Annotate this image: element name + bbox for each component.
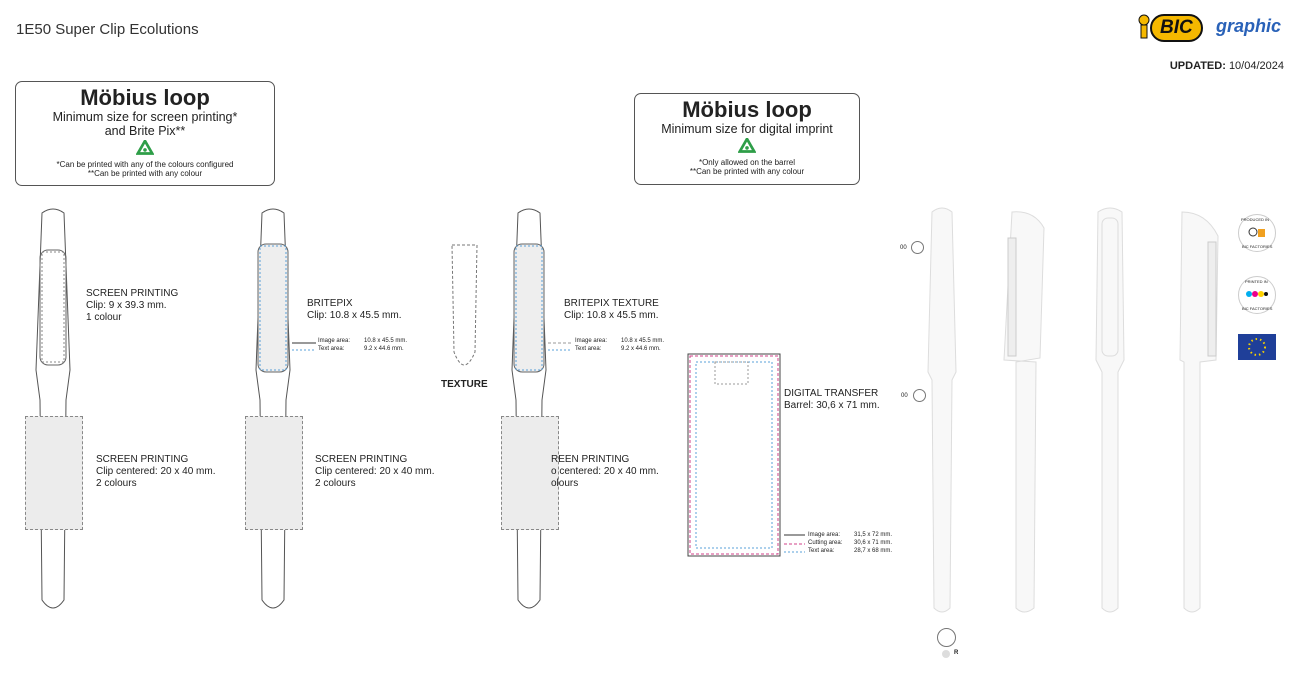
barrel-colours: 2 colours	[96, 478, 137, 489]
barrel-title: REEN PRINTING	[551, 454, 630, 465]
barrel-colours: olours	[551, 478, 579, 489]
bic-wordmark: BIC	[1150, 14, 1203, 42]
produced-in-bic-factories-badge	[1238, 214, 1276, 252]
pen-render-side	[1004, 212, 1044, 612]
barrel-title: SCREEN PRINTING	[315, 454, 408, 465]
pen-1-outline	[36, 209, 70, 608]
swatch-2-circle[interactable]	[913, 389, 926, 402]
pen-3-outline	[512, 209, 572, 608]
pen-1-barrel-print-area	[25, 416, 83, 530]
mobius-note-2: **Can be printed with any colour	[87, 169, 203, 178]
clip-title: SCREEN PRINTING	[86, 288, 179, 299]
cutting-area-label: Cutting area:	[808, 540, 843, 546]
mobius-subtitle-1: Minimum size for screen printing*	[52, 110, 238, 124]
swatch-1-label: 00	[900, 245, 907, 251]
updated-value: 10/04/2024	[1228, 60, 1284, 72]
mobius-subtitle-2: and Brite Pix**	[104, 124, 186, 138]
cutting-area-value: 30,6 x 71 mm.	[854, 540, 893, 546]
clip-title: BRITEPIX TEXTURE	[564, 298, 659, 309]
refill-r-label: R	[954, 650, 959, 656]
pen-render-side-2	[1180, 212, 1218, 612]
image-area-value: 31,5 x 72 mm.	[854, 532, 893, 538]
digital-size: Barrel: 30,6 x 71 mm.	[784, 400, 880, 411]
image-area-value: 10.8 x 45.5 mm.	[621, 338, 665, 344]
badge-text: BIC FACTORIES	[1242, 306, 1273, 311]
text-area-label: Text area:	[808, 548, 835, 554]
mobius-note-2: **Can be printed with any colour	[689, 167, 805, 176]
clip-colours: 1 colour	[86, 312, 122, 323]
clip-size: Clip: 10.8 x 45.5 mm.	[307, 310, 402, 321]
clip-title: BRITEPIX	[307, 298, 353, 309]
digital-transfer-label	[784, 388, 880, 412]
pen-2-clip-label	[307, 298, 401, 322]
badge-text: BIC FACTORIES	[1242, 244, 1273, 249]
text-area-value: 28,7 x 68 mm.	[854, 548, 893, 554]
refill-icon	[937, 628, 956, 647]
digital-areas	[808, 531, 892, 555]
mobius-title: Möbius loop	[80, 85, 210, 110]
pen-render-front	[928, 208, 956, 612]
gears-factory-icon	[1248, 225, 1266, 239]
mobius-note-1: *Only allowed on the barrel	[698, 158, 796, 167]
swatch-1-circle[interactable]	[911, 241, 924, 254]
text-area-label: Text area:	[318, 346, 345, 352]
text-area-value: 9.2 x 44.6 mm.	[364, 346, 404, 352]
text-area-label: Text area:	[575, 346, 602, 352]
pen-3-barrel-label	[551, 454, 659, 490]
barrel-colours: 2 colours	[315, 478, 356, 489]
updated-label: UPDATED:	[1169, 60, 1226, 72]
pen-1-barrel-label	[96, 454, 216, 490]
image-area-value: 10.8 x 45.5 mm.	[364, 338, 408, 344]
image-area-label: Image area:	[575, 338, 608, 344]
digital-transfer-area	[688, 354, 805, 556]
barrel-size: o centered: 20 x 40 mm.	[551, 466, 659, 477]
mobius-subtitle-1: Minimum size for digital imprint	[661, 122, 833, 136]
eu-flag-icon	[1238, 334, 1276, 360]
ink-drops-icon	[1246, 287, 1268, 301]
page-title: 1E50 Super Clip Ecolutions	[16, 21, 199, 38]
pen-2-barrel-print-area	[245, 416, 303, 530]
refill-dot	[942, 650, 950, 658]
texture-outline	[452, 245, 477, 365]
mobius-title: Möbius loop	[682, 97, 812, 122]
swatch-2-label: 00	[901, 393, 908, 399]
printed-in-bic-factories-badge	[1238, 276, 1276, 314]
mobius-note-1: *Can be printed with any of the colours configured	[56, 160, 234, 169]
clip-size: Clip: 9 x 39.3 mm.	[86, 300, 167, 311]
barrel-size: Clip centered: 20 x 40 mm.	[315, 466, 435, 477]
graphic-wordmark: graphic	[1216, 16, 1282, 36]
barrel-title: SCREEN PRINTING	[96, 454, 189, 465]
image-area-label: Image area:	[808, 532, 841, 538]
pen-3-clip-label	[564, 298, 659, 322]
pen-2-barrel-label	[315, 454, 435, 490]
eu-stars-icon	[1238, 334, 1276, 360]
pen-3-areas	[575, 337, 664, 353]
pen-render-back	[1096, 208, 1124, 612]
pen-2-outline	[256, 209, 316, 608]
badge-text: PRINTED IN	[1245, 279, 1268, 284]
clip-size: Clip: 10.8 x 45.5 mm.	[564, 310, 659, 321]
badge-text: PRODUCED IN	[1241, 217, 1270, 222]
digital-title: DIGITAL TRANSFER	[784, 388, 879, 399]
text-area-value: 9.2 x 44.6 mm.	[621, 346, 661, 352]
image-area-label: Image area:	[318, 338, 351, 344]
texture-label: TEXTURE	[441, 379, 488, 390]
pen-2-areas	[318, 337, 407, 353]
barrel-size: Clip centered: 20 x 40 mm.	[96, 466, 216, 477]
pen-1-clip-label	[86, 288, 178, 324]
